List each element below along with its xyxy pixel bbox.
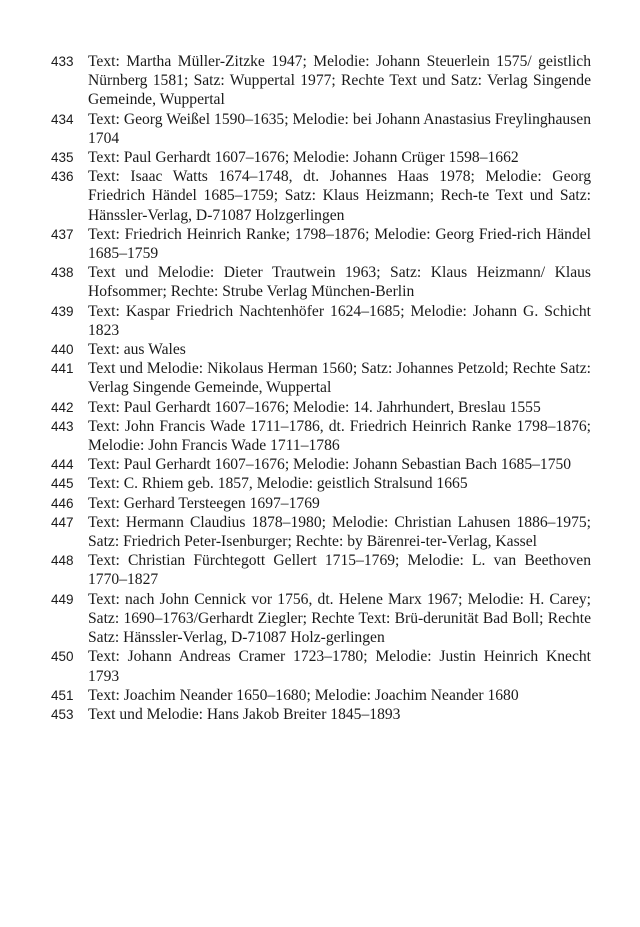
list-item [51, 263, 591, 301]
hymn-credit-text: Text und Melodie: Hans Jakob Breiter 1845–1893 [88, 705, 401, 723]
list-item [51, 474, 591, 493]
hymn-number: 434 [51, 111, 74, 127]
list-item [51, 302, 591, 340]
hymn-credit-text: Text: Friedrich Heinrich Ranke; 1798–1876; Melodie: Georg Fried-rich Händel 1685–1759 [88, 225, 591, 263]
list-item [51, 513, 591, 551]
hymn-credit-text: Text: Paul Gerhardt 1607–1676; Melodie: 14. Jahrhundert, Breslau 1555 [88, 398, 541, 416]
hymn-credit-text: Text: Joachim Neander 1650–1680; Melodie: Joachim Neander 1680 [88, 686, 519, 704]
hymn-credit-text: Text: John Francis Wade 1711–1786, dt. Friedrich Heinrich Ranke 1798–1876; Melodie: John Francis Wade 1711–1786 [88, 417, 591, 455]
list-item [51, 705, 591, 724]
list-item [51, 398, 591, 417]
list-item [51, 455, 591, 474]
hymn-credit-text: Text: C. Rhiem geb. 1857, Melodie: geistlich Stralsund 1665 [88, 475, 468, 493]
hymn-number: 453 [51, 706, 74, 722]
list-item [51, 340, 591, 359]
hymn-number: 449 [51, 591, 74, 607]
hymn-credit-text: Text: Kaspar Friedrich Nachtenhöfer 1624–1685; Melodie: Johann G. Schicht 1823 [88, 302, 591, 339]
hymn-credit-text: Text: Paul Gerhardt 1607–1676; Melodie: Johann Crüger 1598–1662 [88, 149, 519, 167]
list-item [51, 359, 591, 397]
list-item [51, 110, 591, 148]
hymn-number: 448 [51, 553, 74, 569]
list-item [51, 551, 591, 589]
hymn-credit-text: Text: Christian Fürchtegott Gellert 1715–1769; Melodie: L. van Beethoven 1770–1827 [88, 552, 591, 589]
hymn-number: 438 [51, 265, 74, 281]
hymn-number: 442 [51, 399, 74, 415]
list-item [51, 647, 591, 685]
hymn-number: 445 [51, 476, 74, 492]
list-item [51, 52, 591, 110]
list-item [51, 590, 591, 648]
hymn-credit-text: Text: Gerhard Tersteegen 1697–1769 [88, 494, 320, 512]
hymn-number: 447 [51, 514, 74, 530]
list-item [51, 686, 591, 705]
hymn-credits-list [51, 52, 591, 724]
hymn-number: 443 [51, 418, 74, 434]
hymn-credit-text: Text: Johann Andreas Cramer 1723–1780; Melodie: Justin Heinrich Knecht 1793 [88, 648, 591, 685]
hymn-number: 437 [51, 226, 74, 242]
hymn-number: 436 [51, 169, 74, 185]
hymn-number: 441 [51, 361, 74, 377]
hymn-credit-text: Text: Georg Weißel 1590–1635; Melodie: bei Johann Anastasius Freylinghausen 1704 [88, 110, 591, 147]
hymn-number: 440 [51, 342, 74, 358]
hymn-credit-text: Text: Isaac Watts 1674–1748, dt. Johannes Haas 1978; Melodie: Georg Friedrich Händel 1685–1759; Satz: Klaus Heizmann; Rech-te Text und Satz: Hänssler-Verlag, D-71087 Holzgerlingen [88, 168, 591, 224]
hymn-number: 446 [51, 495, 74, 511]
hymn-number: 433 [51, 54, 74, 69]
hymn-credit-text: Text und Melodie: Nikolaus Herman 1560; Satz: Johannes Petzold; Rechte Satz: Verlag Singende Gemeinde, Wuppertal [88, 360, 591, 397]
hymn-number: 439 [51, 303, 74, 319]
hymn-credit-text: Text: Paul Gerhardt 1607–1676; Melodie: Johann Sebastian Bach 1685–1750 [88, 456, 572, 474]
hymn-credit-text: Text: aus Wales [88, 341, 186, 359]
hymn-credit-text: Text: Hermann Claudius 1878–1980; Melodie: Christian Lahusen 1886–1975; Satz: Friedrich Peter-Isenburger; Rechte: by Bärenrei-ter-Verlag, Kassel [88, 513, 591, 551]
hymn-number: 450 [51, 649, 74, 665]
list-item [51, 148, 591, 167]
hymn-credit-text: Text: nach John Cennick vor 1756, dt. Helene Marx 1967; Melodie: H. Carey; Satz: 1690–1763/Gerhardt Ziegler; Rechte Text: Brü-derunität Bad Boll; Rechte Satz: Hänssler-Verlag, D-71087 Holz-gerlingen [88, 590, 591, 647]
hymn-credit-text: Text und Melodie: Dieter Trautwein 1963; Satz: Klaus Heizmann/ Klaus Hofsommer; Rechte: Strube Verlag München-Berlin [88, 264, 591, 301]
hymn-number: 451 [51, 687, 74, 703]
hymn-credit-text: Text: Martha Müller-Zitzke 1947; Melodie: Johann Steuerlein 1575/ geistlich Nürnberg 1581; Satz: Wuppertal 1977; Rechte Text und Satz: Verlag Singende Gemeinde, Wuppertal [88, 53, 591, 109]
list-item [51, 417, 591, 455]
list-item [51, 225, 591, 263]
hymn-number: 444 [51, 457, 74, 473]
hymn-number: 435 [51, 150, 74, 166]
list-item [51, 494, 591, 513]
list-item [51, 167, 591, 225]
